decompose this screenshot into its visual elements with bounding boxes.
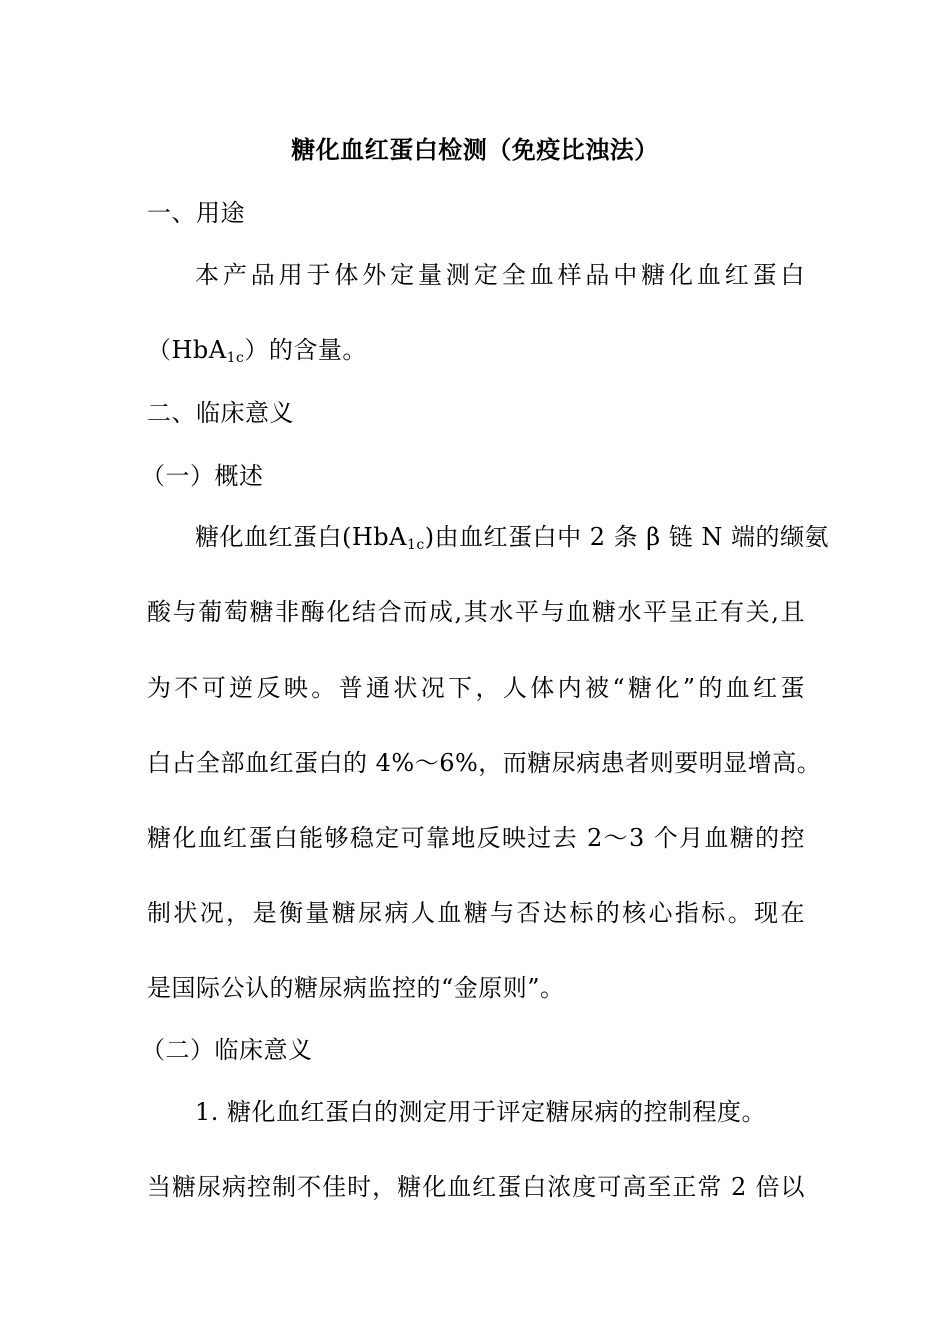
paragraph-purpose-line-1: 本产品用于体外定量测定全血样品中糖化血红蛋白 (195, 261, 805, 289)
text-segment: )由血红蛋白中 2 条 β 链 N 端的缬氨 (424, 523, 830, 551)
paragraph-overview-line-6: 制状况，是衡量糖尿病人血糖与否达标的核心指标。现在 (147, 899, 805, 927)
paragraph-overview-line-3: 为不可逆反映。普通状况下，人体内被“糖化”的血红蛋 (147, 674, 805, 702)
text-segment: ）的含量。 (244, 336, 367, 364)
subsection-heading-overview: （一）概述 (141, 462, 264, 490)
text-segment: 糖化血红蛋白(HbA (195, 523, 407, 551)
paragraph-overview-line-2: 酸与葡萄糖非酶化结合而成,其水平与血糖水平呈正有关,且 (147, 598, 805, 626)
document-title: 糖化血红蛋白检测（免疫比浊法） (291, 135, 659, 164)
section-heading-purpose: 一、用途 (147, 199, 245, 227)
text-segment: （HbA (147, 336, 227, 364)
subsection-heading-clinical-significance: （二）临床意义 (141, 1036, 313, 1064)
paragraph-overview-line-7: 是国际公认的糖尿病监控的“金原则”。 (147, 974, 565, 1002)
section-heading-clinical: 二、临床意义 (147, 399, 294, 427)
subscript-1c: 1c (226, 350, 245, 366)
subscript-1c: 1c (407, 537, 425, 553)
paragraph-overview-line-4: 白占全部血红蛋白的 4%～6%，而糖尿病患者则要明显增高。 (147, 749, 822, 777)
paragraph-overview-line-5: 糖化血红蛋白能够稳定可靠地反映过去 2～3 个月血糖的控 (147, 824, 805, 852)
paragraph-overview-line-1 (195, 522, 829, 552)
paragraph-clinical-line-2: 当糖尿病控制不佳时，糖化血红蛋白浓度可高至正常 2 倍以 (147, 1173, 805, 1201)
paragraph-purpose-line-2 (147, 335, 367, 365)
paragraph-clinical-line-1: 1. 糖化血红蛋白的测定用于评定糖尿病的控制程度。 (195, 1098, 767, 1126)
